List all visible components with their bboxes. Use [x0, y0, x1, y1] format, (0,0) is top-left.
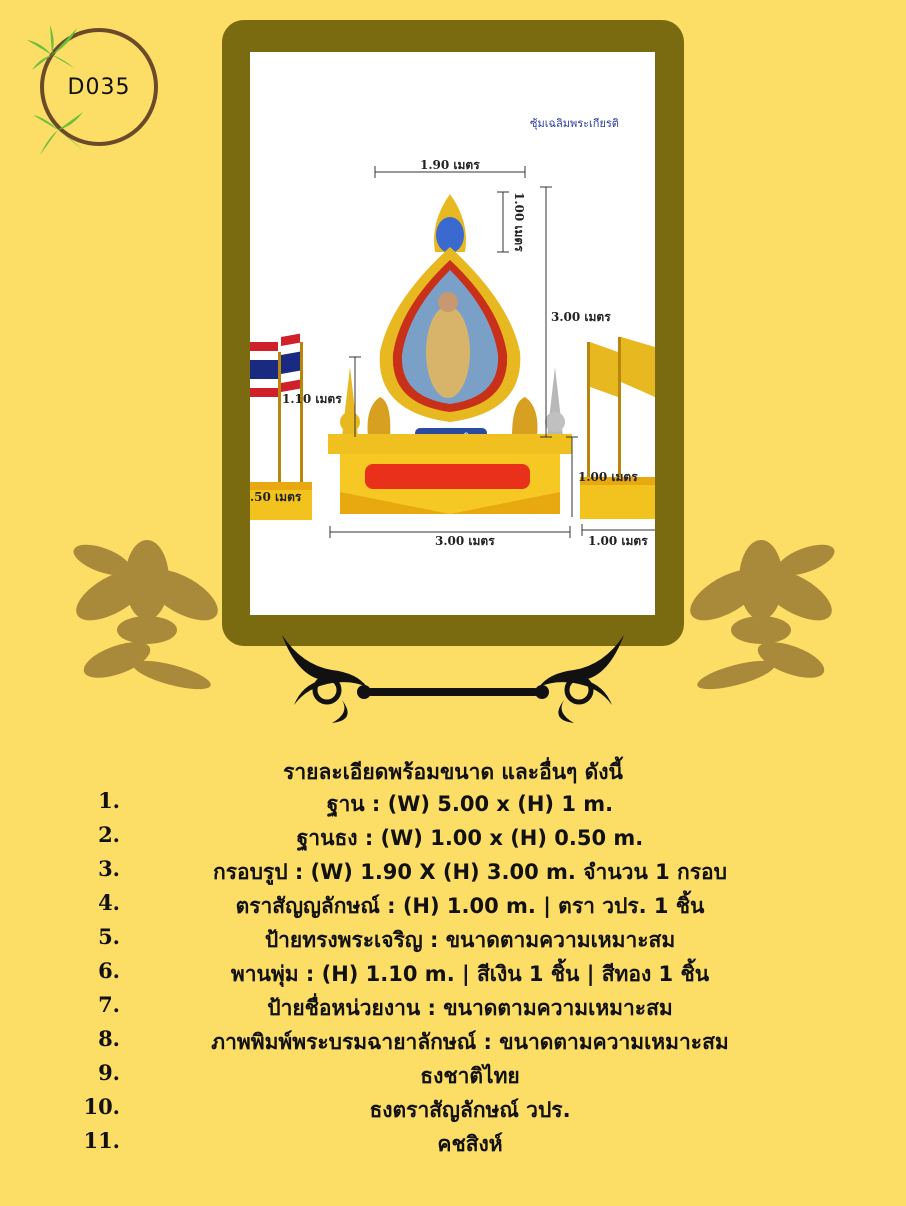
list-item: [0, 890, 906, 924]
item-text: ป้ายทรงพระเจริญ : ขนาดตามความเหมาะสม: [264, 928, 676, 952]
flower-ornament-left-icon: [62, 520, 232, 705]
item-text: พานพุ่ม : (H) 1.10 m. | สีเงิน 1 ชิ้น | สีทอง 1 ชิ้น: [230, 962, 710, 986]
list-item: [0, 788, 906, 822]
item-number: 8.: [98, 1026, 120, 1051]
details-heading: รายละเอียดพร้อมขนาด และอื่นๆ ดังนี้: [283, 760, 623, 784]
dim-flag-base-left: .50 เมตร: [250, 490, 302, 504]
item-number: 10.: [83, 1094, 120, 1119]
flower-ornament-right-icon: [676, 520, 846, 705]
list-item: [0, 992, 906, 1026]
item-number: 9.: [98, 1060, 120, 1085]
item-text: ฐาน : (W) 5.00 x (H) 1 m.: [326, 792, 614, 816]
item-text: ป้ายชื่อหน่วยงาน : ขนาดตามความเหมาะสม: [267, 996, 673, 1020]
item-number: 4.: [98, 890, 120, 915]
bamboo-leaf-icon: [22, 20, 82, 90]
bamboo-leaf-icon: [28, 100, 88, 165]
item-text: คชสิงห์: [437, 1132, 503, 1156]
list-item: [0, 958, 906, 992]
list-item: [0, 1060, 906, 1094]
poster-caption: ซุ้มเฉลิมพระเกียรติ: [530, 117, 619, 130]
dim-base-width: 3.00 เมตร: [435, 534, 495, 548]
poster-image: [250, 52, 655, 615]
dim-pole-height: 1.10 เมตร: [282, 392, 342, 406]
item-number: 3.: [98, 856, 120, 881]
product-code: D035: [67, 74, 131, 100]
dim-total-height: 3.00 เมตร: [551, 310, 611, 324]
item-number: 5.: [98, 924, 120, 949]
list-item: [0, 1026, 906, 1060]
arch-illustration: [250, 52, 655, 615]
item-text: ภาพพิมพ์พระบรมฉายาลักษณ์ : ขนาดตามความเหมาะสม: [211, 1030, 729, 1054]
dim-base-height: 1.00 เมตร: [578, 470, 638, 484]
list-item: [0, 1094, 906, 1128]
item-number: 11.: [83, 1128, 120, 1153]
item-number: 1.: [98, 788, 120, 813]
item-text: กรอบรูป : (W) 1.90 X (H) 3.00 m. จำนวน 1 กรอบ: [212, 860, 727, 884]
item-text: ธงตราสัญลักษณ์ วปร.: [369, 1098, 571, 1122]
item-text: ตราสัญญลักษณ์ : (H) 1.00 m. | ตรา วปร. 1 ชิ้น: [235, 894, 705, 918]
item-number: 6.: [98, 958, 120, 983]
dim-flag-base-width: 1.00 เมตร: [588, 534, 648, 548]
divider-ornament-icon: [272, 625, 634, 725]
dim-emblem-height: 1.00 เมตร: [512, 192, 526, 252]
item-number: 2.: [98, 822, 120, 847]
list-item: [0, 1128, 906, 1162]
list-item: [0, 856, 906, 890]
item-text: ฐานธง : (W) 1.00 x (H) 0.50 m.: [296, 826, 644, 850]
list-item: [0, 924, 906, 958]
list-item: [0, 822, 906, 856]
item-number: 7.: [98, 992, 120, 1017]
dim-top-width: 1.90 เมตร: [420, 158, 480, 172]
item-text: ธงชาติไทย: [420, 1064, 520, 1088]
